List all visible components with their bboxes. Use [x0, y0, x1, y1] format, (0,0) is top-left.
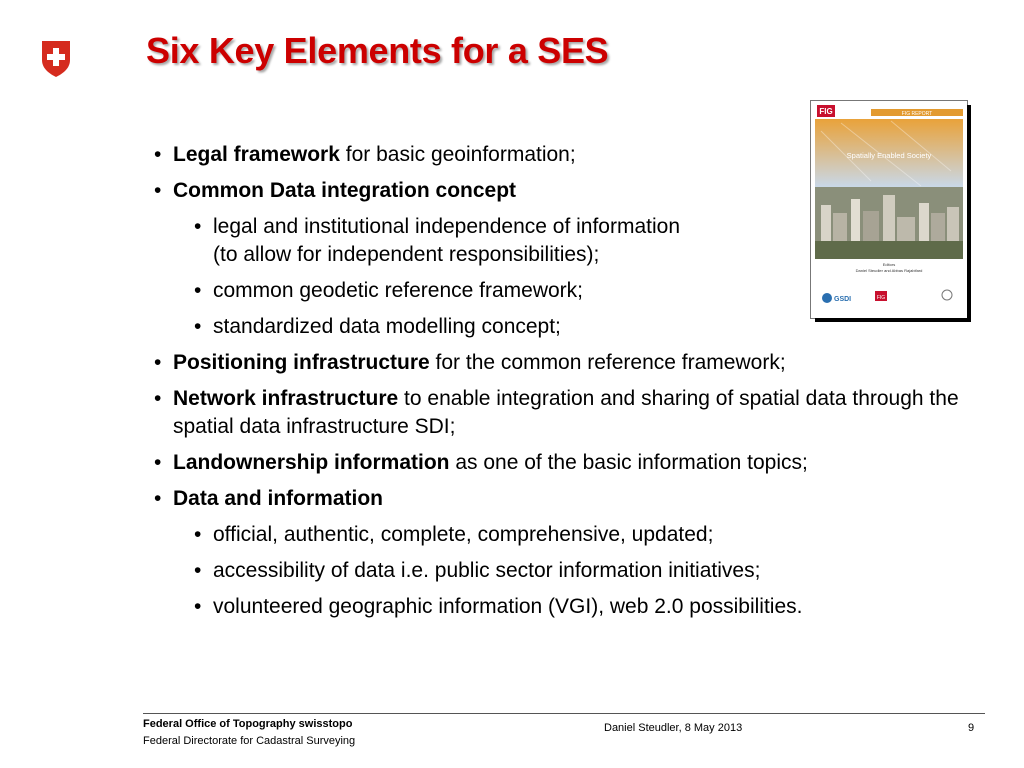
footer-author-date: Daniel Steudler, 8 May 2013	[604, 722, 743, 734]
swiss-cross-shield-icon	[40, 40, 72, 78]
slide-title: Six Key Elements for a SES	[146, 30, 609, 71]
report-cover-illustration	[811, 101, 967, 318]
sub-bullet-legal-independence: • legal and institutional independence of information (to allow for independent responsibilities);	[194, 213, 974, 269]
cover-fig-logo: FIG	[819, 107, 833, 116]
sub-bullet-vgi: • volunteered geographic information (VGI), web 2.0 possibilities.	[194, 593, 974, 621]
bullet-legal-framework: • Legal framework for basic geoinformation;	[154, 141, 974, 169]
cover-editors: Daniel Steudler and Abbas Rajabifard	[855, 268, 923, 273]
bullet-landownership-information: • Landownership information as one of the basic information topics;	[154, 449, 974, 477]
cover-title: Spatially Enabled Society	[846, 151, 932, 160]
footer-divider	[143, 713, 985, 714]
cover-gsdi-logo: GSDI	[834, 296, 852, 303]
cover-header: FIG REPORT	[901, 111, 933, 117]
sub-bullet-official-authentic: • official, authentic, complete, comprehensive, updated;	[194, 521, 974, 549]
sub-bullet-geodetic-reference: • common geodetic reference framework;	[194, 277, 974, 305]
cover-fig-sponsor: FIG	[876, 295, 886, 301]
bullet-data-and-information: • Data and information	[154, 485, 974, 513]
sub-bullet-accessibility: • accessibility of data i.e. public sector information initiatives;	[194, 557, 974, 585]
footer-organisation: Federal Office of Topography swisstopo	[143, 718, 353, 730]
bullet-common-data-integration: • Common Data integration concept	[154, 177, 974, 205]
report-cover-image	[811, 101, 967, 318]
bullet-positioning-infrastructure: • Positioning infrastructure for the common reference framework;	[154, 349, 974, 377]
cover-editors-label: Editors	[882, 262, 896, 267]
footer-directorate: Federal Directorate for Cadastral Surveying	[143, 735, 356, 747]
sub-bullet-data-modelling: • standardized data modelling concept;	[194, 313, 974, 341]
page-number: 9	[968, 722, 975, 734]
bullet-network-infrastructure: • Network infrastructure to enable integration and sharing of spatial data through the spatial data infrastructure SDI;	[154, 385, 974, 441]
